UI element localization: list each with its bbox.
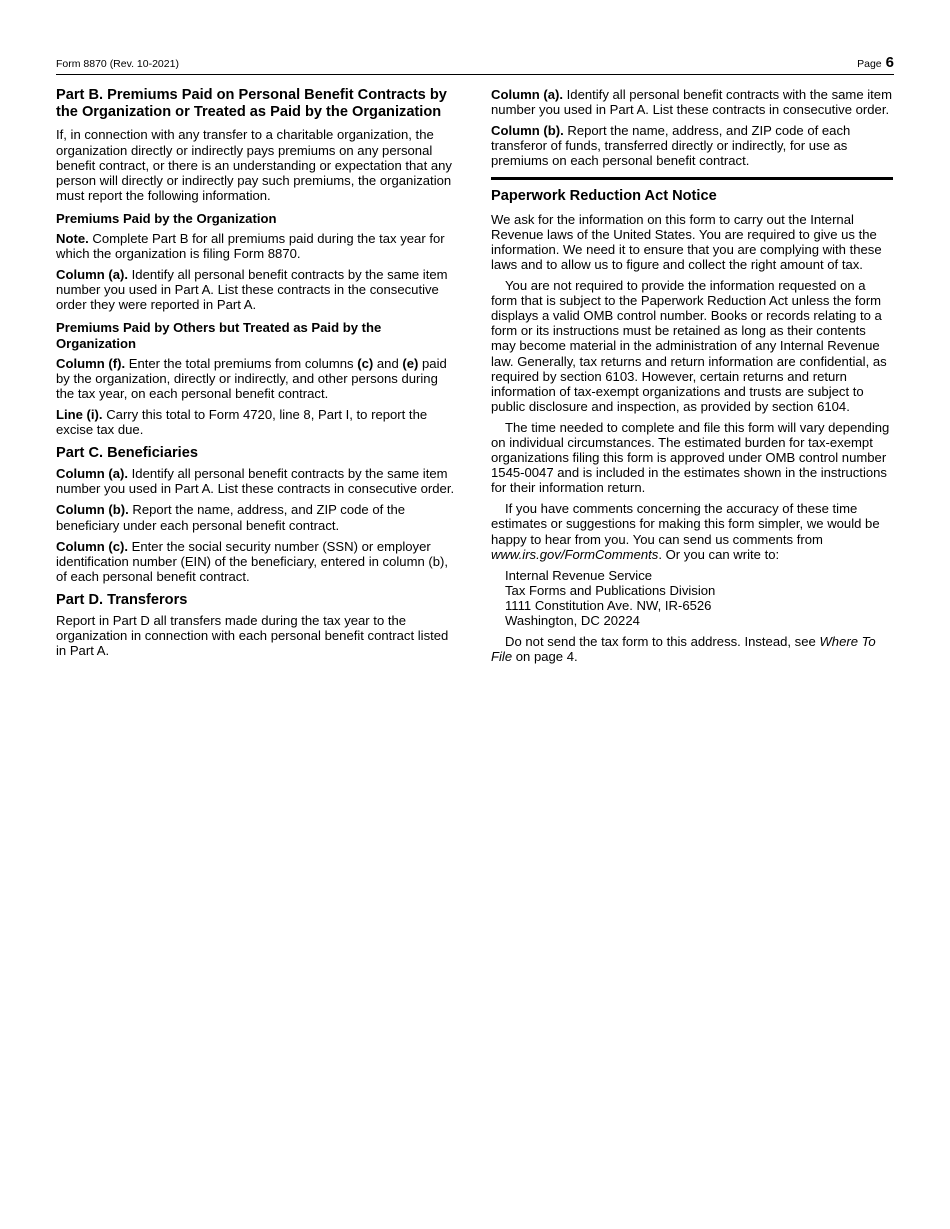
part-c-title: Part C. Beneficiaries xyxy=(56,445,198,462)
part-b-title: Part B. Premiums Paid on Personal Benefit Contracts by the Organization or Treated as Paid by the Organization xyxy=(56,87,447,121)
column-label: Column (a). xyxy=(56,466,129,482)
column-text: paid by the organization, directly or indirectly, and other persons during the tax year, on each personal benefit contract. xyxy=(56,355,447,401)
pra-text: Do not send the tax form to this address. Instead, see xyxy=(505,634,820,650)
column-text: Enter the total premiums from columns xyxy=(125,355,358,371)
pra-paragraph-1: We ask for the information on this form to carry out the Internal Revenue laws of the United States. You are required to give us the information. We need it to ensure that you are complying with these laws and to allow us to figure and collect the right amount of tax. xyxy=(491,211,882,272)
pra-title: Paperwork Reduction Act Notice xyxy=(491,188,717,205)
line-text: Carry this total to Form 4720, line 8, Part I, to report the excise tax due. xyxy=(56,406,428,437)
column-f-paragraph xyxy=(56,356,458,401)
section-divider xyxy=(491,177,893,180)
column-text: Identify all personal benefit contracts with the same item number you used in Part A. List these contracts in consecutive order. xyxy=(491,87,892,118)
pra-paragraph-2: You are not required to provide the information requested on a form that is subject to the Paperwork Reduction Act unless the form displays a valid OMB control number. Books or records relating to a form or its instructions must be retained as long as their contents may become material in the administration of any Internal Revenue law. Generally, tax returns and return information are confidential, as required by section 6103. However, certain returns and return information of tax-exempt organizations and trusts are subject to public disclosure and inspection, as provided by section 6104. xyxy=(491,278,887,414)
part-c-column-b xyxy=(56,502,458,532)
mailing-address xyxy=(505,568,893,628)
form-comments-link[interactable]: www.irs.gov/FormComments xyxy=(491,546,659,562)
note-label: Note. xyxy=(56,230,89,246)
part-b-intro: If, in connection with any transfer to a charitable organization, the organization directly or indirectly pays premiums on any personal benefit contract, or there is an understanding or expectation that any person will directly or indirectly pay such premiums, the organization must report the following information. xyxy=(56,127,452,203)
right-column xyxy=(491,87,893,670)
address-line: Tax Forms and Publications Division xyxy=(505,582,716,598)
line-i-paragraph xyxy=(56,407,458,437)
address-line: Internal Revenue Service xyxy=(505,567,653,583)
pra-paragraph-3: The time needed to complete and file this form will vary depending on individual circumstances. The estimated burden for tax-exempt organizations filing this form is approved under OMB control number 1545-0047 and is included in the estimates shown in the instructions for their information return. xyxy=(491,419,890,496)
pra-text: on page 4. xyxy=(512,649,578,665)
page-label: Page xyxy=(857,58,882,70)
part-c-column-a xyxy=(56,466,458,496)
note-text: Complete Part B for all premiums paid during the tax year for which the organization is filing Form 8870. xyxy=(56,230,445,262)
pra-paragraph-5 xyxy=(491,634,893,664)
column-text: Enter the social security number (SSN) or employer identification number (EIN) of the beneficiary, entered in column (b), of each personal benefit contract. xyxy=(56,538,449,584)
pra-paragraph-4 xyxy=(491,501,893,561)
pra-text: . Or you can write to: xyxy=(658,546,780,562)
column-text: Identify all personal benefit contracts by the same item number you used in Part A. List these contracts in the consecutive order they were reported in Part A. xyxy=(56,267,448,313)
column-text: Identify all personal benefit contracts by the same item number you used in Part A. List these contracts in consecutive order. xyxy=(56,466,455,497)
column-ref: (c) xyxy=(357,355,374,371)
part-d-title: Part D. Transferors xyxy=(56,591,188,608)
form-id: Form 8870 (Rev. 10-2021) xyxy=(56,58,179,70)
premiums-others-heading: Premiums Paid by Others but Treated as Paid by the Organization xyxy=(56,320,382,351)
column-label: Column (b). xyxy=(491,123,564,139)
address-line: Washington, DC 20224 xyxy=(505,613,640,629)
part-b-column-a xyxy=(56,267,458,312)
part-d-column-b xyxy=(491,123,893,168)
page-number-value: 6 xyxy=(885,54,894,71)
column-label: Column (c). xyxy=(56,538,129,554)
part-d-text: Report in Part D all transfers made during the tax year to the organization in connection with each personal benefit contract listed in Part A. xyxy=(56,613,449,659)
column-text: Report the name, address, and ZIP code of the beneficiary under each personal benefit contract. xyxy=(56,502,406,533)
where-to-file-ref: Where To File xyxy=(491,634,876,665)
pra-text: If you have comments concerning the accuracy of these time estimates or suggestions for making this form simpler, we would be happy to hear from you. You can send us comments from xyxy=(491,501,880,547)
column-label: Column (a). xyxy=(56,267,129,283)
column-label: Column (f). xyxy=(56,355,126,371)
column-text: Report the name, address, and ZIP code of each transferor of funds, transferred directly or indirectly, for use as premiums on each personal benefit contract. xyxy=(491,123,851,169)
column-label: Column (b). xyxy=(56,502,129,518)
left-column xyxy=(56,87,458,664)
column-text: and xyxy=(373,355,403,371)
note-paragraph xyxy=(56,231,458,261)
part-c-column-c xyxy=(56,539,458,584)
page-header xyxy=(56,54,894,75)
column-label: Column (a). xyxy=(491,87,564,102)
column-ref: (e) xyxy=(402,355,419,371)
line-label: Line (i). xyxy=(56,406,103,422)
part-d-column-a xyxy=(491,87,893,117)
premiums-org-heading: Premiums Paid by the Organization xyxy=(56,210,277,226)
page-number xyxy=(857,54,894,71)
address-line: 1111 Constitution Ave. NW, IR-6526 xyxy=(505,597,712,613)
